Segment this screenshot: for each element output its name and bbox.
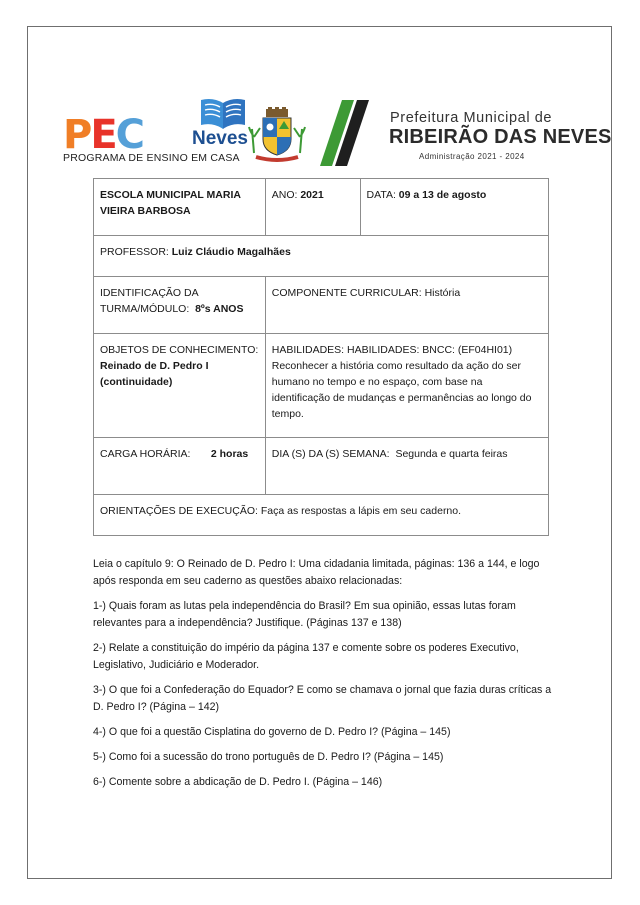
weekdays-value: Segunda e quarta feiras bbox=[395, 448, 508, 460]
instructions-cell bbox=[94, 495, 549, 536]
class-id-cell bbox=[94, 277, 266, 334]
pec-subtitle: PROGRAMA DE ENSINO EM CASA bbox=[63, 152, 240, 164]
table-row bbox=[94, 334, 549, 438]
year-value: 2021 bbox=[300, 189, 324, 201]
knowledge-objects-value: Reinado de D. Pedro I (continuidade) bbox=[100, 360, 209, 388]
curricular-component-value: História bbox=[424, 287, 461, 299]
date-value: 09 a 13 de agosto bbox=[398, 189, 487, 201]
school-name-cell: ESCOLA MUNICIPAL MARIA VIEIRA BARBOSA bbox=[94, 179, 266, 236]
table-row bbox=[94, 495, 549, 536]
pec-letter-c: C bbox=[115, 112, 144, 158]
weekdays-cell bbox=[265, 438, 548, 495]
class-id-value: 8ºs ANOS bbox=[195, 303, 244, 315]
skills-label: HABILIDADES: HABILIDADES: BNCC: (EF04HI01) bbox=[271, 344, 513, 356]
intro-paragraph: Leia o capítulo 9: O Reinado de D. Pedro I: Uma cidadania limitada, páginas: 136 a 144, e logo após responda em seu caderno as questões abaixo relacionadas: bbox=[93, 558, 540, 587]
knowledge-objects-cell bbox=[94, 334, 266, 438]
knowledge-objects-label: OBJETOS DE CONHECIMENTO: bbox=[100, 344, 259, 356]
skills-cell bbox=[265, 334, 548, 438]
curricular-component-label: COMPONENTE CURRICULAR: bbox=[271, 287, 425, 299]
pec-neves-logo bbox=[63, 95, 248, 170]
curricular-component-cell bbox=[265, 277, 548, 334]
workload-label: CARGA HORÁRIA: bbox=[100, 448, 191, 460]
date-label: DATA: bbox=[366, 189, 399, 201]
teacher-label: PROFESSOR: bbox=[100, 246, 172, 258]
weekdays-label: DIA (S) DA (S) SEMANA: bbox=[271, 448, 393, 460]
class-id-label: IDENTIFICAÇÃO DA TURMA/MÓDULO: bbox=[100, 287, 199, 315]
teacher-cell bbox=[94, 236, 549, 277]
assignment-text bbox=[93, 556, 555, 799]
question-2: 2-) Relate a constituição do império da página 137 e comente sobre os poderes Executivo, Legislativo, Judiciário e Moderador. bbox=[93, 642, 519, 671]
prefeitura-title: Prefeitura Municipal de bbox=[390, 110, 553, 126]
pec-letter-e: E bbox=[90, 112, 116, 158]
pec-letters bbox=[63, 112, 144, 158]
teacher-value: Luiz Cláudio Magalhães bbox=[171, 246, 291, 258]
question-4: 4-) O que foi a questão Cisplatina do governo de D. Pedro I? (Página – 145) bbox=[93, 726, 451, 738]
table-row bbox=[94, 438, 549, 495]
instructions-value: Faça as respostas a lápis em seu caderno. bbox=[260, 505, 462, 517]
lesson-info-table bbox=[93, 178, 549, 536]
workload-value: 2 horas bbox=[210, 448, 249, 460]
skills-text: Reconhecer a história como resultado da ação do ser humano no tempo e no espaço, com base na identificação de mudanças e permanências ao longo do tempo. bbox=[271, 360, 532, 420]
year-cell bbox=[265, 179, 360, 236]
pec-neves-text: Neves bbox=[192, 128, 248, 149]
table-row bbox=[94, 277, 549, 334]
question-1: 1-) Quais foram as lutas pela independência do Brasil? Em sua opinião, essas lutas foram relevantes para a independência? Justifique. (Páginas 137 e 138) bbox=[93, 600, 516, 629]
prefeitura-administration: Administração 2021 - 2024 bbox=[419, 152, 525, 161]
prefeitura-city: RIBEIRÃO DAS NEVES bbox=[389, 126, 612, 148]
question-6: 6-) Comente sobre a abdicação de D. Pedro I. (Página – 146) bbox=[93, 776, 383, 788]
question-5: 5-) Como foi a sucessão do trono português de D. Pedro I? (Página – 145) bbox=[93, 751, 444, 763]
table-row bbox=[94, 179, 549, 236]
prefeitura-stripes-icon bbox=[320, 100, 370, 168]
municipal-crest-icon bbox=[248, 107, 306, 165]
year-label: ANO: bbox=[271, 189, 301, 201]
open-book-icon bbox=[199, 97, 247, 131]
table-row bbox=[94, 236, 549, 277]
date-cell bbox=[360, 179, 548, 236]
instructions-label: ORIENTAÇÕES DE EXECUÇÃO: bbox=[100, 505, 261, 517]
pec-letter-p: P bbox=[63, 112, 91, 158]
workload-cell bbox=[94, 438, 266, 495]
question-3: 3-) O que foi a Confederação do Equador? E como se chamava o jornal que fazia duras críticas a D. Pedro I? (Página – 142) bbox=[93, 684, 552, 713]
